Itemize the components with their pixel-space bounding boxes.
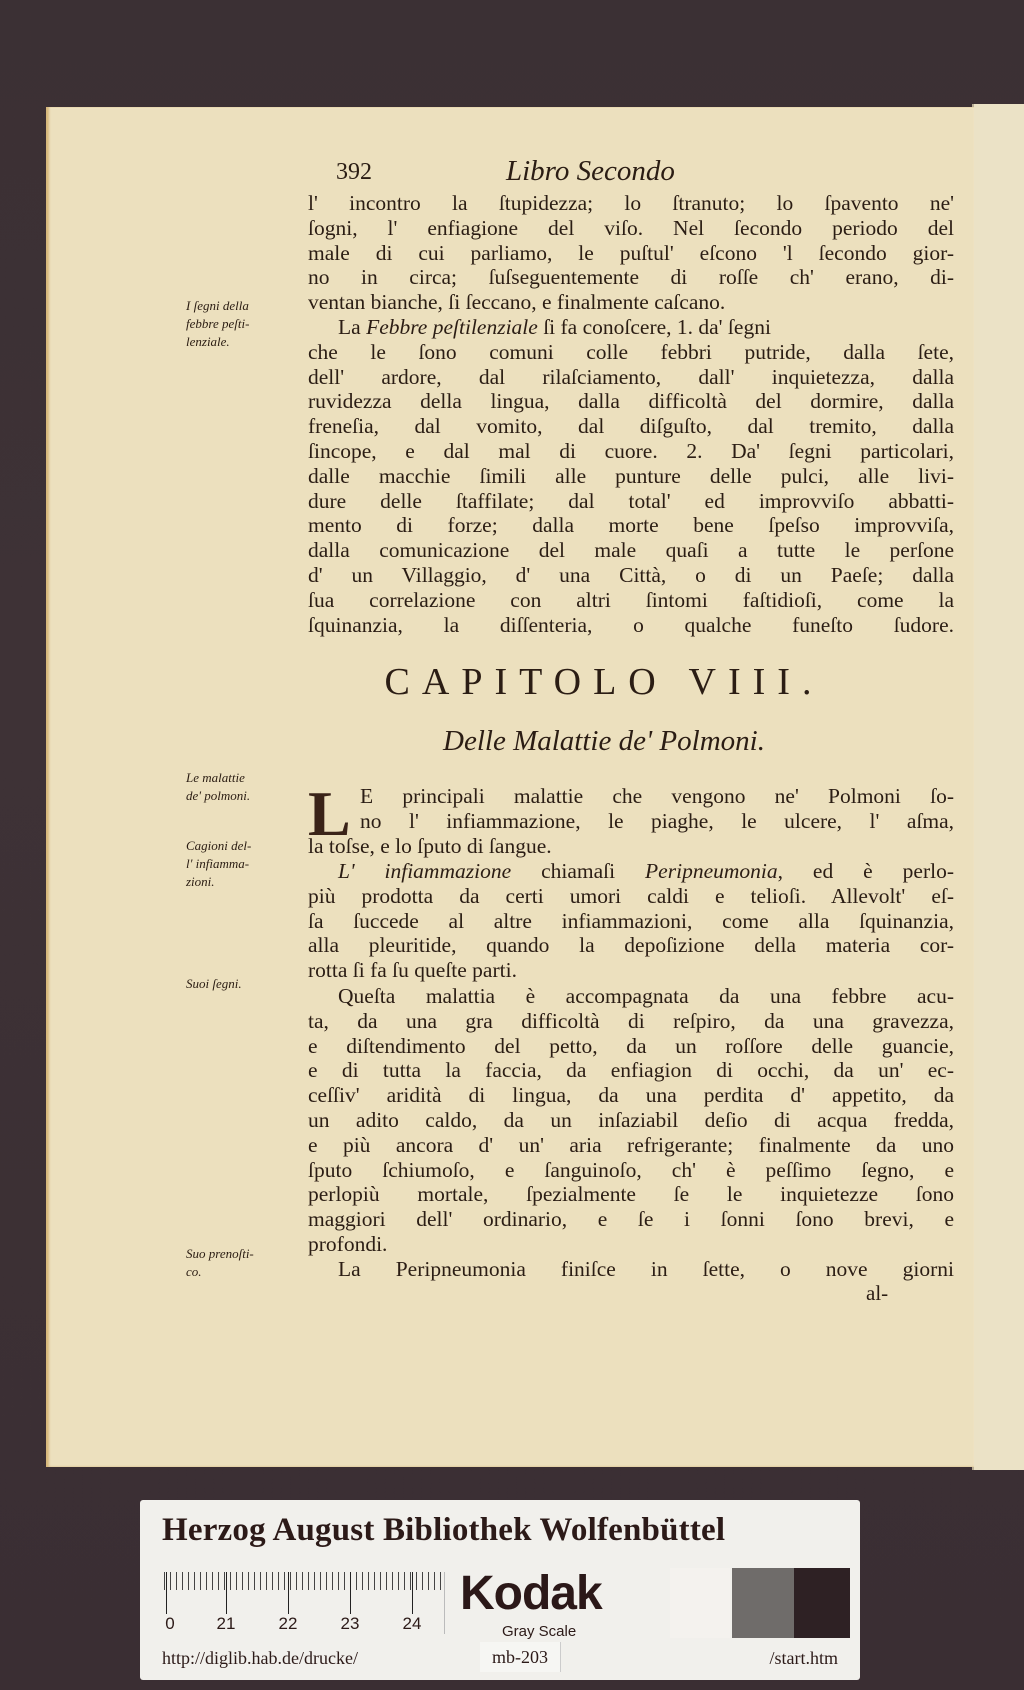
chapter-title: CAPITOLO VIII. bbox=[384, 661, 824, 703]
catchword: al- bbox=[866, 1281, 889, 1305]
text-line: ta, da una gra difficoltà di reſpiro, da una gravezza, bbox=[308, 1008, 954, 1033]
running-head: Libro Secondo bbox=[506, 155, 675, 187]
gray-scale-label: Gray Scale bbox=[502, 1623, 577, 1640]
book-page bbox=[46, 107, 974, 1467]
text-line: freneſia, dal vomito, dal diſguſto, dal tremito, dalla bbox=[308, 414, 954, 439]
text-line: ſputo ſchiumoſo, e ſanguinoſo, ch' è peſſimo ſegno, e bbox=[308, 1157, 954, 1182]
text-line: dell' ardore, dal rilaſciamento, dall' inquietezza, dalla bbox=[308, 364, 954, 389]
text-line: no l' infiammazione, le piaghe, le ulcere, l' aſma, bbox=[360, 808, 954, 833]
paragraph-malattie-polmoni-end bbox=[308, 834, 978, 859]
text-line: ſa ſuccede al altre infiammazioni, come alla ſquinanzia, bbox=[308, 908, 954, 933]
ruler-label: 24 bbox=[402, 1614, 422, 1633]
margin-note-prenostico: Suo prenoſti- co. bbox=[186, 1246, 254, 1279]
text-line: Queſta malattia è accompagnata da una febbre acu- bbox=[338, 984, 954, 1008]
text-line: e di tutta la faccia, da enfiagion di occhi, da un' ec- bbox=[308, 1058, 954, 1083]
text-line: d' un Villaggio, d' una Città, o di un Paeſe; dalla bbox=[308, 562, 954, 587]
ruler-label: 21 bbox=[216, 1614, 236, 1633]
text-line: male di cui parliamo, le puſtul' eſcono 'l ſecondo gior- bbox=[308, 240, 954, 265]
library-name: Herzog August Bibliothek Wolfenbüttel bbox=[162, 1512, 726, 1548]
swatch-white bbox=[670, 1568, 730, 1638]
text-line: più prodotta da certi umori caldi e telioſi. Allevolt' eſ- bbox=[308, 883, 954, 908]
text-line: dalle macchie ſimili alle punture delle pulci, alle livi- bbox=[308, 463, 954, 488]
text-line: L' infiammazione chiamaſi Peripneumonia, ed è perlo- bbox=[338, 859, 954, 883]
paragraph-prognosi bbox=[308, 1257, 978, 1282]
text-line: maggiori dell' ordinario, e ſe i ſonni ſono brevi, e bbox=[308, 1207, 954, 1232]
swatch-gray bbox=[732, 1568, 794, 1638]
page-number: 392 bbox=[336, 159, 372, 185]
margin-note-segni-febbre: I ſegni della febbre peſti- lenziale. bbox=[186, 298, 250, 349]
url-suffix: /start.htm bbox=[769, 1648, 838, 1668]
text-line: mento di forze; dalla morte bene ſpeſso improvviſa, bbox=[308, 513, 954, 538]
text-line: ſogni, l' enfiagione del viſo. Nel ſecondo periodo del bbox=[308, 215, 954, 240]
text-line: l' incontro la ſtupidezza; lo ſtranuto; lo ſpavento ne' bbox=[308, 191, 954, 215]
text-line: profondi. bbox=[308, 1231, 388, 1256]
swatch-black bbox=[794, 1568, 850, 1638]
text-line: ruvidezza della lingua, dalla difficoltà del dormire, dalla bbox=[308, 389, 954, 414]
text-line: ceſſiv' aridità di lingua, da una perdita d' appetito, da bbox=[308, 1083, 954, 1108]
text-line: dalla comunicazione del male quaſi a tutte le perſone bbox=[308, 538, 954, 563]
ruler-label: 0 bbox=[165, 1614, 175, 1633]
ruler-label: 22 bbox=[278, 1614, 298, 1633]
text-line: la toſse, e lo ſputo di ſangue. bbox=[308, 834, 552, 858]
text-line: che le ſono comuni colle febbri putride, dalla ſete, bbox=[308, 339, 954, 364]
text-line: dure delle ſtaffilate; dal total' ed improvviſo abbatti- bbox=[308, 488, 954, 513]
margin-note-cagioni: Cagioni del- l' infiamma- zioni. bbox=[186, 838, 252, 889]
paragraph-continuation bbox=[308, 191, 978, 315]
paragraph-febbre-pestilenziale bbox=[308, 315, 978, 637]
paragraph-infiammazione bbox=[308, 859, 978, 983]
text-line: e diſtendimento del petto, da un roſſore delle guancie, bbox=[308, 1033, 954, 1058]
document-id: mb-203 bbox=[480, 1642, 561, 1672]
ruler-label: 23 bbox=[340, 1614, 360, 1633]
text-line: e più ancora d' un' aria refrigerante; finalmente da uno bbox=[308, 1132, 954, 1157]
kodak-logo: Kodak bbox=[460, 1567, 602, 1620]
text-line: rotta ſi fa ſu queſte parti. bbox=[308, 958, 517, 983]
text-line: ſquinanzia, la diſſenteria, o qualche funeſto ſudore. bbox=[308, 612, 954, 637]
drop-cap: L bbox=[308, 778, 351, 849]
library-calibration-card bbox=[140, 1500, 860, 1680]
text-line: alla pleuritide, quando la depoſizione della materia cor- bbox=[308, 933, 954, 958]
text-line: perlopiù mortale, ſpezialmente ſe le inquietezze ſono bbox=[308, 1182, 954, 1207]
text-line: ſua correlazione con altri ſintomi faſtidioſi, come la bbox=[308, 587, 954, 612]
margin-note-malattie-polmoni: Le malattie de' polmoni. bbox=[186, 770, 251, 803]
text-line: ſincope, e dal mal di cuore. 2. Da' ſegni particolari, bbox=[308, 438, 954, 463]
text-line: La Peripneumonia finiſce in ſette, o nove giorni bbox=[338, 1257, 954, 1281]
url-prefix: http://diglib.hab.de/drucke/ bbox=[162, 1648, 358, 1668]
margin-note-suoi-segni: Suoi ſegni. bbox=[186, 976, 242, 991]
italic-term: Peripneumonia bbox=[645, 859, 778, 883]
paragraph-segni bbox=[308, 984, 978, 1257]
ruler-ticks bbox=[164, 1572, 444, 1614]
text-line: no in circa; ſuſseguentemente di roſſe ch' erano, di- bbox=[308, 265, 954, 290]
text-line: un adito caldo, da un inſaziabil deſio di acqua fredda, bbox=[308, 1107, 954, 1132]
text-line: La Febbre peſtilenziale ſi fa conoſcere, 1. da' ſegni bbox=[338, 315, 771, 339]
text-line: ventan bianche, ſi ſeccano, e finalmente caſcano. bbox=[308, 290, 726, 315]
italic-term: L' infiammazione bbox=[338, 859, 512, 883]
paragraph-malattie-polmoni bbox=[360, 784, 980, 834]
chapter-subtitle: Delle Malattie de' Polmoni. bbox=[443, 725, 765, 757]
ruler-scale bbox=[164, 1572, 445, 1634]
italic-term: Febbre peſtilenziale bbox=[366, 315, 538, 339]
text-line: E principali malattie che vengono ne' Polmoni ſo- bbox=[360, 784, 954, 808]
page-header bbox=[336, 155, 756, 193]
